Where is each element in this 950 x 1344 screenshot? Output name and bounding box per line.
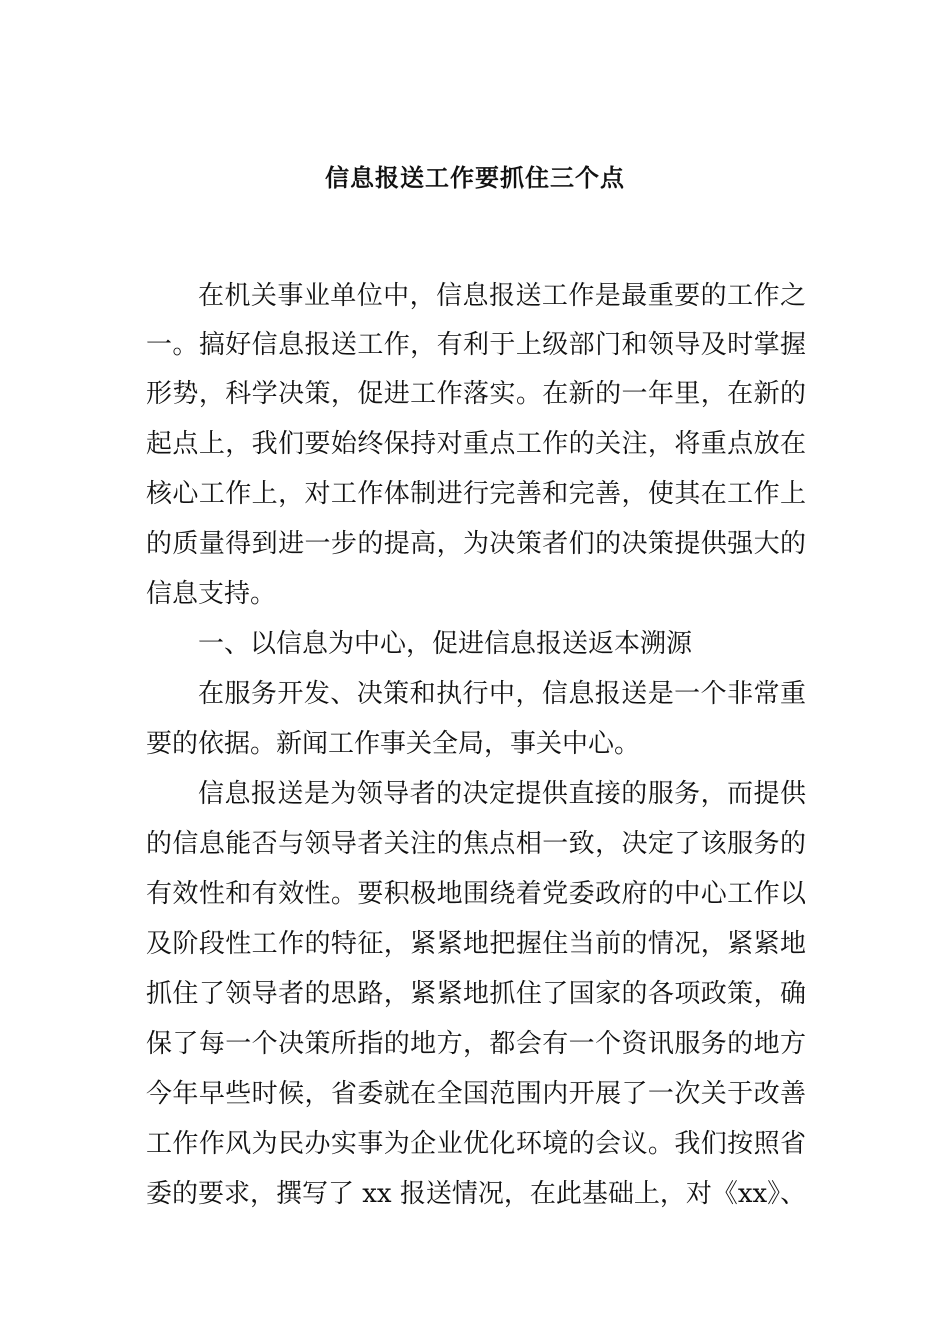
text-line: 工作作风为民办实事为企业优化环境的会议。我们按照省 bbox=[146, 1129, 806, 1159]
text-line: 今年早些时候，省委就在全国范围内开展了一次关于改善 bbox=[146, 1079, 806, 1109]
text-line: 的信息能否与领导者关注的焦点相一致，决定了该服务的 bbox=[146, 829, 806, 859]
text-line: 一。搞好信息报送工作，有利于上级部门和领导及时掌握 bbox=[146, 330, 806, 360]
text-line: 有效性和有效性。要积极地围绕着党委政府的中心工作以 bbox=[146, 879, 806, 909]
text-line: 委的要求，撰写了 xx 报送情况，在此基础上，对《xx》、 bbox=[146, 1179, 807, 1209]
text-line: 保了每一个决策所指的地方，都会有一个资讯服务的地方 bbox=[146, 1029, 806, 1059]
text-line: 核心工作上，对工作体制进行完善和完善，使其在工作上 bbox=[146, 479, 806, 509]
text-line: 形势，科学决策，促进工作落实。在新的一年里，在新的 bbox=[146, 379, 806, 409]
text-line: 抓住了领导者的思路，紧紧地抓住了国家的各项政策，确 bbox=[146, 979, 806, 1009]
text-line: 信息支持。 bbox=[146, 579, 277, 609]
section-heading: 一、以信息为中心，促进信息报送返本溯源 bbox=[198, 629, 693, 659]
text-line: 及阶段性工作的特征，紧紧地把握住当前的情况，紧紧地 bbox=[146, 929, 806, 959]
text-line: 在服务开发、决策和执行中，信息报送是一个非常重 bbox=[198, 679, 806, 709]
text-line: 要的依据。新闻工作事关全局，事关中心。 bbox=[146, 729, 641, 759]
document-title: 信息报送工作要抓住三个点 bbox=[325, 164, 625, 192]
text-line: 起点上，我们要始终保持对重点工作的关注，将重点放在 bbox=[146, 429, 806, 459]
text-line: 的质量得到进一步的提高，为决策者们的决策提供强大的 bbox=[146, 529, 806, 559]
text-line: 信息报送是为领导者的决定提供直接的服务，而提供 bbox=[198, 779, 806, 809]
text-line: 在机关事业单位中，信息报送工作是最重要的工作之 bbox=[198, 281, 806, 311]
